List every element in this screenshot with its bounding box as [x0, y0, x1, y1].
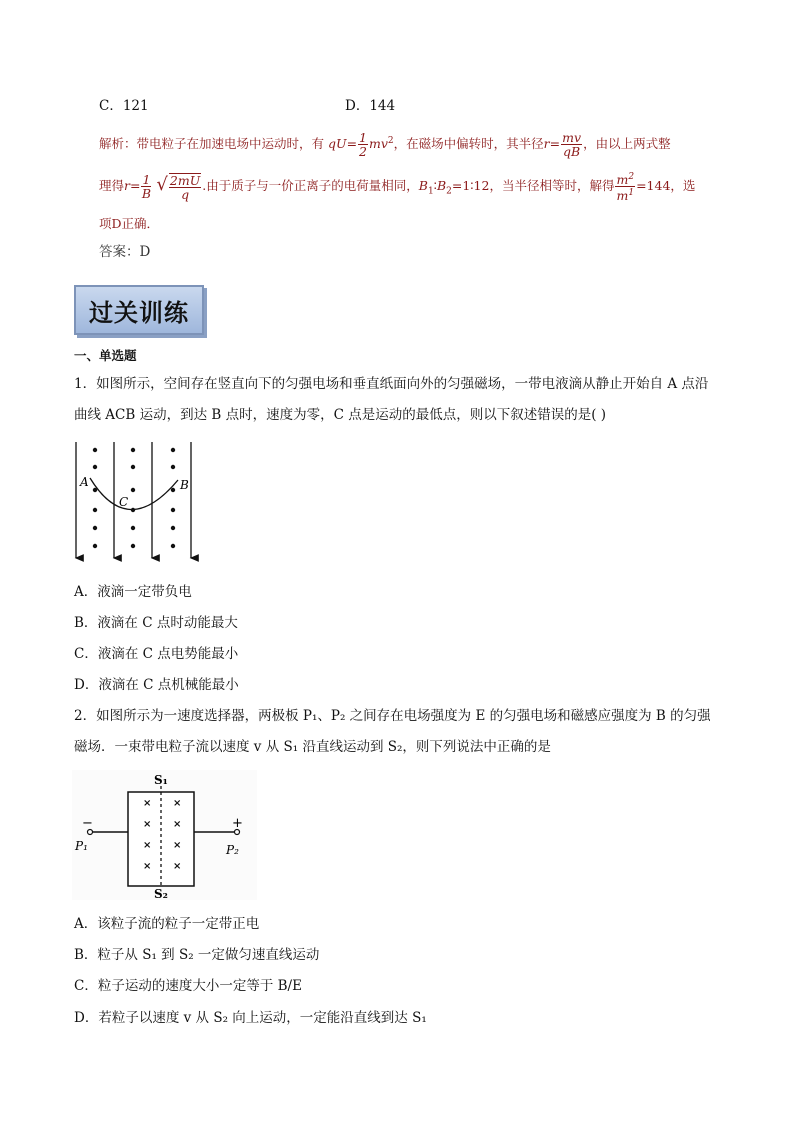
q1-option-a[interactable]: A．液滴一定带负电 [74, 584, 192, 600]
p2-label: P₂ [226, 843, 239, 857]
svg-text:×: × [143, 819, 152, 830]
minus-sign: − [82, 816, 93, 831]
q1-option-b[interactable]: B．液滴在 C 点时动能最大 [74, 615, 238, 631]
solution-text-1c: ，由以上两式整 [583, 136, 671, 152]
field-lines [76, 442, 191, 558]
q1-option-d[interactable]: D．液滴在 C 点机械能最小 [74, 677, 239, 693]
q2-text-line-2: 磁场．一束带电粒子流以速度 v 从 S₁ 沿直线运动到 S₂，则下列说法中正确的是 [74, 739, 551, 755]
svg-text:×: × [143, 840, 152, 851]
option-d-top: D．144 [345, 98, 396, 114]
solution-line-2: 理得r= $\frac{1}{B}$ √ $\frac{2mU}{q}$ .由于质子与一价正离子的电荷量相同，$B_1∶B_2=1∶12$，当半径相等时，解得 $\frac{m^2}{m^1}$ =144，选 [99, 171, 696, 204]
option-c-top: C．121 [99, 98, 149, 114]
section-heading: 一、单选题 [74, 348, 137, 363]
point-a-label: A [80, 475, 89, 489]
q2-option-a[interactable]: A．该粒子流的粒子一定带正电 [74, 916, 260, 932]
q1-option-c[interactable]: C．液滴在 C 点电势能最小 [74, 646, 239, 662]
svg-text:×: × [173, 819, 182, 830]
solution-line-3: 项D正确． [99, 216, 160, 231]
p1-label: P₁ [75, 839, 88, 853]
solution-text-2c: ，当半径相等时，解得 [489, 178, 615, 193]
svg-text:×: × [143, 861, 152, 872]
point-b-label: B [180, 478, 189, 492]
svg-text:×: × [173, 861, 182, 872]
s2-label: S₂ [154, 887, 168, 900]
answer-line: 答案：D [99, 244, 151, 260]
solution-text-2b: 由于质子与一价正离子的电荷量相同， [206, 178, 419, 193]
svg-text:×: × [143, 798, 152, 809]
solution-label: 解析： [99, 136, 137, 152]
q2-text-line-1: 2．如图所示为一速度选择器，两极板 P₁、P₂ 之间存在电场强度为 E 的匀强电场和磁感应强度为 B 的匀强 [74, 708, 711, 724]
q2-option-d[interactable]: D．若粒子以速度 v 从 S₂ 向上运动，一定能沿直线到达 S₁ [74, 1010, 427, 1026]
solution-text-2a: 理得 [99, 178, 125, 193]
solution-text-2d: =144，选 [636, 178, 696, 193]
q1-text-line-2: 曲线 ACB 运动，到达 B 点时，速度为零，C 点是运动的最低点，则以下叙述错误的是( ) [74, 407, 607, 423]
s1-label: S₁ [154, 773, 168, 787]
svg-text:×: × [173, 798, 182, 809]
point-c-label: C [119, 495, 129, 509]
trajectory-curve [90, 478, 178, 510]
q1-field-figure [70, 440, 200, 565]
solution-text-1a: 带电粒子在加速电场中运动时，有 [136, 136, 325, 152]
q2-velocity-selector-figure [72, 770, 257, 900]
solution-line-1: 解析：带电粒子在加速电场中运动时，有 qU= $\frac{1}{2}$ $mv^2$，在磁场中偏转时，其半径r= $\frac{mv}{qB}$ ，由以上两式整 [99, 130, 671, 160]
section-title-badge: 过关训练 [74, 285, 204, 335]
solution-text-1b: ，在磁场中偏转时，其半径 [393, 136, 544, 152]
q2-option-c[interactable]: C．粒子运动的速度大小一定等于 B/E [74, 978, 302, 994]
q1-text-line-1: 1．如图所示，空间存在竖直向下的匀强电场和垂直纸面向外的匀强磁场，一带电液滴从静止开始自 A 点沿 [74, 376, 709, 392]
q2-option-b[interactable]: B．粒子从 S₁ 到 S₂ 一定做匀速直线运动 [74, 947, 320, 963]
svg-text:×: × [173, 840, 182, 851]
plus-sign: + [232, 816, 243, 831]
